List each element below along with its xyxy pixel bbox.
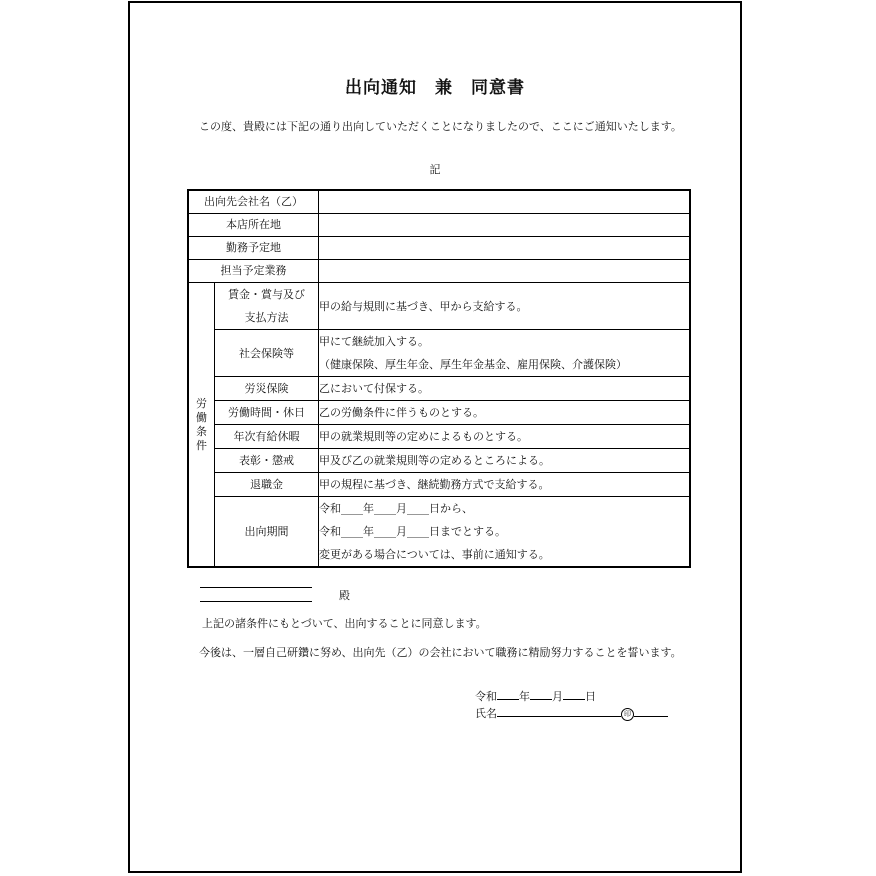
condition-label-line: 支払方法 xyxy=(244,311,289,324)
condition-value-line: 甲の就業規則等の定めによるものとする。 xyxy=(319,430,528,443)
table-row xyxy=(188,190,690,214)
signature-block xyxy=(475,688,668,722)
condition-label xyxy=(215,330,319,377)
condition-value xyxy=(319,377,691,401)
row-value xyxy=(319,260,691,283)
group-label-char: 条 xyxy=(196,424,207,438)
row-value xyxy=(319,214,691,237)
addressee-honorific: 殿 xyxy=(339,589,350,602)
month-blank xyxy=(530,688,552,700)
condition-label-line: 出向期間 xyxy=(244,525,289,538)
condition-value-line: 甲にて継続加入する。 xyxy=(319,335,429,348)
condition-value-line: 甲の給与規則に基づき、甲から支給する。 xyxy=(319,299,528,313)
condition-value xyxy=(319,283,691,330)
row-value xyxy=(319,237,691,260)
condition-value-line: 令和____年____月____日から、 xyxy=(319,502,473,515)
signature-date xyxy=(475,688,668,705)
table-row xyxy=(188,237,690,260)
group-label-char: 件 xyxy=(196,438,207,452)
condition-value xyxy=(319,449,691,473)
condition-value-line: 甲の規程に基づき、継続勤務方式で支給する。 xyxy=(319,478,550,491)
condition-label-line: 表彰・懲戒 xyxy=(239,454,294,467)
row-label: 勤務予定地 xyxy=(188,237,319,260)
era-label: 令和 xyxy=(475,690,497,703)
condition-label-line: 年次有給休暇 xyxy=(233,430,300,443)
document-page xyxy=(128,1,742,873)
condition-label xyxy=(215,497,319,568)
condition-value-line: 乙において付保する。 xyxy=(319,382,429,395)
condition-value-line: （健康保険、厚生年金、厚生年金基金、雇用保険、介護保険） xyxy=(319,358,627,371)
condition-label xyxy=(215,449,319,473)
condition-label xyxy=(215,425,319,449)
condition-label-line: 社会保険等 xyxy=(239,346,294,360)
addressee-line-upper xyxy=(200,587,312,588)
day-label: 日 xyxy=(585,690,596,703)
seal-icon: 印 xyxy=(621,708,634,721)
name-blank xyxy=(497,705,621,717)
condition-label xyxy=(215,401,319,425)
condition-label-line: 賃金・賞与及び xyxy=(228,288,305,301)
condition-value-line: 令和____年____月____日までとする。 xyxy=(319,525,506,538)
condition-label-line: 労災保険 xyxy=(244,382,289,395)
condition-value-line: 甲及び乙の就業規則等の定めるところによる。 xyxy=(319,454,550,467)
intro-paragraph: この度、貴殿には下記の通り出向していただくことになりましたので、ここにご通知いたします。 xyxy=(199,120,682,133)
day-blank xyxy=(563,688,585,700)
table-row xyxy=(188,283,690,330)
table-row xyxy=(188,497,690,568)
table-row xyxy=(188,330,690,377)
year-blank xyxy=(497,688,519,700)
condition-label xyxy=(215,377,319,401)
condition-label-line: 退職金 xyxy=(250,478,283,491)
seal-trailing-line xyxy=(634,705,668,717)
document-title: 出向通知 兼 同意書 xyxy=(345,78,525,98)
table-row xyxy=(188,473,690,497)
table-row xyxy=(188,449,690,473)
row-label: 担当予定業務 xyxy=(188,260,319,283)
table-row xyxy=(188,214,690,237)
terms-table xyxy=(187,189,691,568)
table-row xyxy=(188,401,690,425)
agreement-text: 上記の諸条件にもとづいて、出向することに同意します。 xyxy=(202,617,487,630)
condition-value xyxy=(319,473,691,497)
vow-paragraph: 今後は、一層自己研鑽に努め、出向先（乙）の会社において職務に精励努力することを誓います。 xyxy=(199,646,682,659)
condition-value xyxy=(319,401,691,425)
condition-label xyxy=(215,473,319,497)
labor-conditions-group-label xyxy=(188,283,215,568)
month-label: 月 xyxy=(552,690,563,703)
row-value xyxy=(319,190,691,214)
group-label-char: 労 xyxy=(196,396,207,410)
year-label: 年 xyxy=(519,690,530,703)
condition-value-line: 変更がある場合については、事前に通知する。 xyxy=(319,548,550,561)
condition-value xyxy=(319,330,691,377)
condition-label xyxy=(215,283,319,330)
condition-label-line: 労働時間・休日 xyxy=(228,406,305,419)
table-row xyxy=(188,425,690,449)
ki-heading: 記 xyxy=(429,163,441,176)
signature-name-line xyxy=(475,705,668,722)
table-row xyxy=(188,377,690,401)
condition-value-line: 乙の労働条件に伴うものとする。 xyxy=(319,406,484,419)
row-label: 出向先会社名（乙） xyxy=(188,190,319,214)
condition-value xyxy=(319,497,691,568)
condition-value xyxy=(319,425,691,449)
row-label: 本店所在地 xyxy=(188,214,319,237)
group-label-char: 働 xyxy=(196,410,207,424)
name-label: 氏名 xyxy=(475,707,497,720)
addressee-line-lower xyxy=(200,601,312,602)
table-row xyxy=(188,260,690,283)
